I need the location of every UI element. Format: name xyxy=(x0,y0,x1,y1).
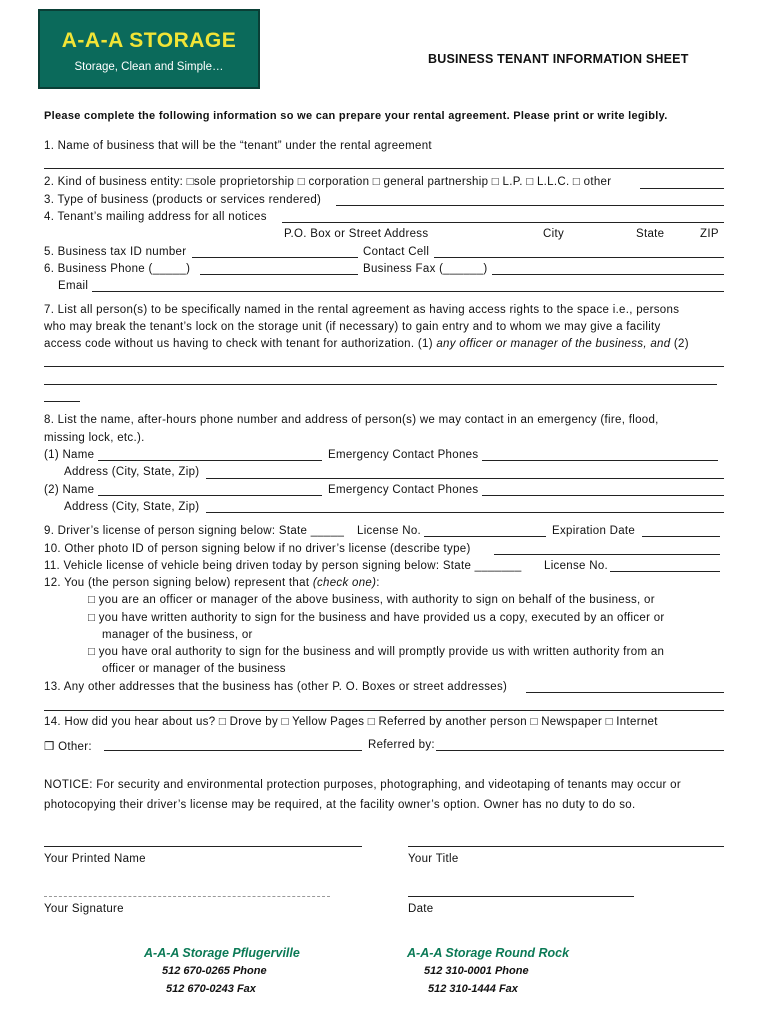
q12-option-written[interactable]: □ you have written authority to sign for the business and have provided us a copy, executed by an officer or xyxy=(88,612,665,624)
q8-emergency2-label: Emergency Contact Phones xyxy=(328,484,479,496)
q7-access-person-line-2[interactable] xyxy=(44,384,717,385)
q8-name1-field[interactable] xyxy=(98,460,322,461)
tax-id-field[interactable] xyxy=(192,257,358,258)
email-field[interactable] xyxy=(92,291,724,292)
q12-option-officer[interactable]: □ you are an officer or manager of the above business, with authority to sign on behalf of the business, or xyxy=(88,594,655,606)
business-phone-field[interactable] xyxy=(200,274,358,275)
roundrock-phone: 512 310-0001 Phone xyxy=(424,965,529,977)
pflugerville-fax: 512 670-0243 Fax xyxy=(166,983,256,995)
q13-other-address-field[interactable] xyxy=(526,692,724,693)
contact-cell-field[interactable] xyxy=(434,257,724,258)
q11-label: 11. Vehicle license of vehicle being driven today by person signing below: State _______ xyxy=(44,560,522,572)
q12-option-oral[interactable]: □ you have oral authority to sign for the business and will promptly provide us with written authority from an xyxy=(88,646,665,658)
q14-referred-field[interactable] xyxy=(436,750,724,751)
q8-name2-field[interactable] xyxy=(98,495,322,496)
q7-access-person-line-3[interactable] xyxy=(44,401,80,402)
q6-label: 6. Business Phone (_____) xyxy=(44,263,191,275)
email-label: Email xyxy=(58,280,89,292)
title-label: Your Title xyxy=(408,853,459,865)
business-fax-field[interactable] xyxy=(492,274,724,275)
q3-label: 3. Type of business (products or services rendered) xyxy=(44,194,322,206)
q8-name1-label: (1) Name xyxy=(44,449,95,461)
q1-business-name-field[interactable] xyxy=(44,168,724,169)
q12-option-oral-cont: officer or manager of the business xyxy=(102,663,286,675)
q8-line2: missing lock, etc.). xyxy=(44,432,145,444)
q9-license-field[interactable] xyxy=(424,536,546,537)
q4-zip-caption: ZIP xyxy=(700,228,719,240)
roundrock-name: A-A-A Storage Round Rock xyxy=(407,946,570,960)
q3-business-type-field[interactable] xyxy=(336,205,724,206)
q4-po-caption: P.O. Box or Street Address xyxy=(284,228,429,240)
business-fax-label: Business Fax (______) xyxy=(363,263,488,275)
q7-line1: 7. List all person(s) to be specifically named in the rental agreement as having access rights to the space i.e., persons xyxy=(44,304,680,316)
intro-text: Please complete the following information so we can prepare your rental agreement. Please print or write legibly. xyxy=(44,110,668,122)
q4-mailing-address-field[interactable] xyxy=(282,222,724,223)
q14-referred-label: Referred by: xyxy=(368,739,435,751)
q9-license-label: License No. xyxy=(357,525,422,537)
q2-label: 2. Kind of business entity: xyxy=(44,176,184,188)
notice-line2: photocopying their driver’s license may be required, at the facility owner’s option. Owner has no duty to do so. xyxy=(44,799,636,811)
q11-license-field[interactable] xyxy=(610,571,720,572)
q4-city-caption: City xyxy=(543,228,565,240)
q8-address1-label: Address (City, State, Zip) xyxy=(64,466,200,478)
date-label: Date xyxy=(408,903,434,915)
q13-label: 13. Any other addresses that the business has (other P. O. Boxes or street addresses) xyxy=(44,681,508,693)
printed-name-label: Your Printed Name xyxy=(44,853,146,865)
q7-access-person-line-1[interactable] xyxy=(44,366,724,367)
title-field[interactable] xyxy=(408,846,724,847)
q7-line3 xyxy=(44,338,689,350)
q9-exp-field[interactable] xyxy=(642,536,720,537)
q8-line1: 8. List the name, after-hours phone number and address of person(s) we may contact in an emergency (fire, flood, xyxy=(44,414,659,426)
q8-address2-label: Address (City, State, Zip) xyxy=(64,501,200,513)
q13-other-address-line-2[interactable] xyxy=(44,710,724,711)
q7-line3-italic: any officer or manager of the business, and xyxy=(436,338,671,350)
q12-label: 12. You (the person signing below) represent that xyxy=(44,577,310,589)
page-title: BUSINESS TENANT INFORMATION SHEET xyxy=(428,52,689,66)
q2-entity-options[interactable]: □sole proprietorship □ corporation □ general partnership □ L.P. □ L.L.C. □ other xyxy=(186,176,612,188)
q4-state-caption: State xyxy=(636,228,665,240)
q12-colon: : xyxy=(376,577,380,589)
signature-field[interactable] xyxy=(44,896,330,897)
q14-other-field[interactable] xyxy=(104,750,362,751)
q8-address1-field[interactable] xyxy=(206,478,724,479)
q12-check-note: (check one) xyxy=(312,577,377,589)
q8-address2-field[interactable] xyxy=(206,512,724,513)
q7-line2: who may break the tenant’s lock on the storage unit (if necessary) to gain entry and to whom we may give a facility xyxy=(44,321,661,333)
q12-option-written-cont: manager of the business, or xyxy=(102,629,253,641)
brand-name: A-A-A STORAGE xyxy=(61,29,237,52)
q8-emergency2-field[interactable] xyxy=(482,495,724,496)
q12-line xyxy=(44,577,380,589)
q7-line3-end: (2) xyxy=(673,338,689,350)
q2-line xyxy=(44,176,611,188)
q11-license-label: License No. xyxy=(544,560,609,572)
pflugerville-name: A-A-A Storage Pflugerville xyxy=(144,946,300,960)
q5-label: 5. Business tax ID number xyxy=(44,246,187,258)
q8-emergency1-field[interactable] xyxy=(482,460,718,461)
q8-emergency1-label: Emergency Contact Phones xyxy=(328,449,479,461)
q8-name2-label: (2) Name xyxy=(44,484,95,496)
q9-label: 9. Driver’s license of person signing below: State _____ xyxy=(44,525,345,537)
q10-label: 10. Other photo ID of person signing below if no driver’s license (describe type) xyxy=(44,543,471,555)
contact-cell-label: Contact Cell xyxy=(363,246,430,258)
q7-line3-text: access code without us having to check with tenant for authorization. (1) xyxy=(44,338,433,350)
brand-logo xyxy=(38,9,260,89)
notice-line1: NOTICE: For security and environmental protection purposes, photographing, and videotaping of tenants may occur or xyxy=(44,779,681,791)
q4-label: 4. Tenant’s mailing address for all notices xyxy=(44,211,267,223)
q14-label[interactable]: 14. How did you hear about us? □ Drove by □ Yellow Pages □ Referred by another person □ Newspaper □ Internet xyxy=(44,716,658,728)
q2-other-field[interactable] xyxy=(640,188,724,189)
q9-exp-label: Expiration Date xyxy=(552,525,636,537)
roundrock-fax: 512 310-1444 Fax xyxy=(428,983,518,995)
printed-name-field[interactable] xyxy=(44,846,362,847)
brand-tagline: Storage, Clean and Simple… xyxy=(74,61,224,73)
q1-label: 1. Name of business that will be the “tenant” under the rental agreement xyxy=(44,140,432,152)
q14-other-label[interactable]: ❒ Other: xyxy=(44,741,92,753)
q10-photo-id-field[interactable] xyxy=(494,554,720,555)
signature-label: Your Signature xyxy=(44,903,124,915)
pflugerville-phone: 512 670-0265 Phone xyxy=(162,965,267,977)
date-field[interactable] xyxy=(408,896,634,897)
